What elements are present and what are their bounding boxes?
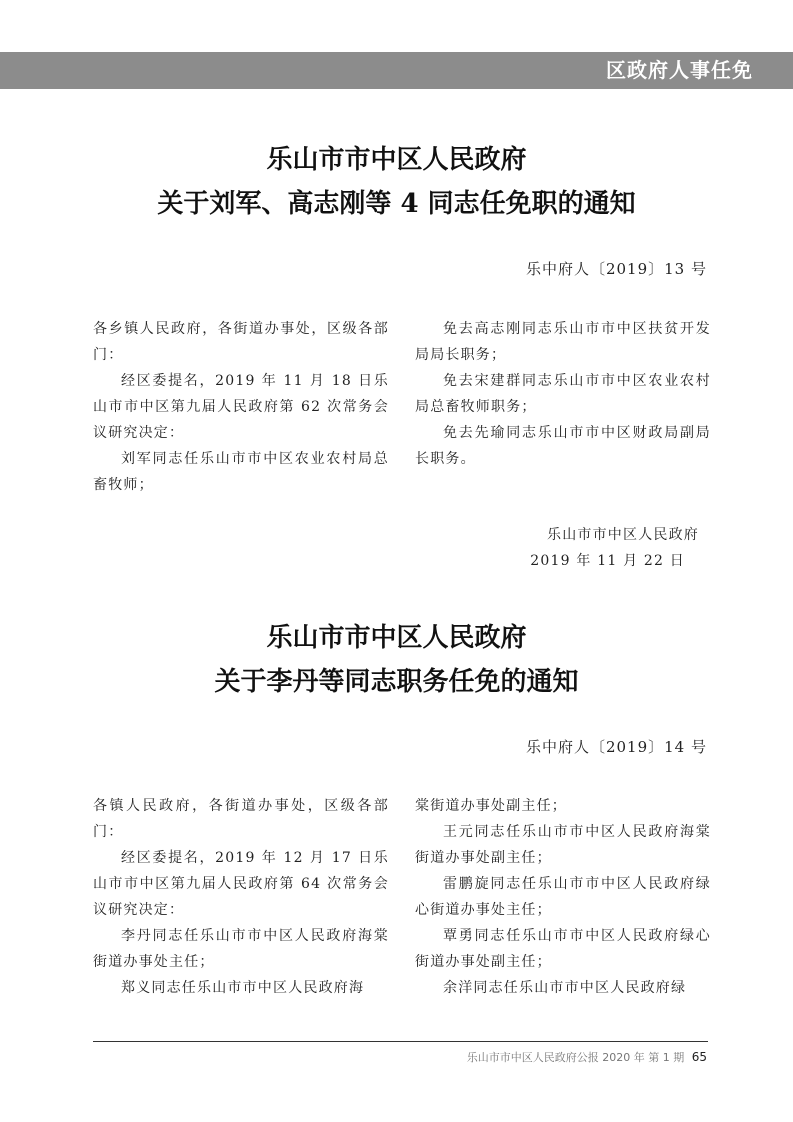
- notice2-decision-intro: 经区委提名，2019 年 12 月 17 日乐山市市中区第九届人民政府第 64 次常务会议研究决定：: [93, 850, 389, 918]
- notice2-appointment: 覃勇同志任乐山市市中区人民政府绿心街道办事处副主任；: [415, 928, 711, 970]
- notice1-title-line1: 乐山市市中区人民政府: [266, 145, 527, 175]
- section-title: 区政府人事任免: [606, 58, 753, 82]
- notice1-doc-number: 乐中府人〔2019〕13 号: [525, 260, 707, 278]
- notice1-addressee: 各乡镇人民政府，各街道办事处，区级各部门：: [93, 321, 389, 363]
- notice2-appointment: 雷鹏旋同志任乐山市市中区人民政府绿心街道办事处主任；: [415, 876, 711, 918]
- notice1-decision-intro: 经区委提名，2019 年 11 月 18 日乐山市市中区第九届人民政府第 62 次常务会议研究决定：: [93, 373, 389, 441]
- notice2-doc-number: 乐中府人〔2019〕14 号: [525, 738, 707, 756]
- notice2-appointment: 李丹同志任乐山市市中区人民政府海棠街道办事处主任；: [93, 928, 389, 970]
- notice2-title-line2: 关于李丹等同志职务任免的通知: [214, 667, 579, 697]
- signature-org: 乐山市市中区人民政府: [547, 527, 699, 543]
- notice2-appointment: 郑义同志任乐山市市中区人民政府海: [121, 980, 365, 996]
- signature-date: 2019 年 11 月 22 日: [530, 553, 685, 569]
- footer-publication: 乐山市市中区人民政府公报 2020 年 第 1 期: [466, 1051, 685, 1064]
- notice1-removal: 免去高志刚同志乐山市市中区扶贫开发局局长职务；: [415, 321, 711, 363]
- notice2-left-column: [93, 793, 389, 1001]
- notice2-right-column: [415, 793, 711, 1001]
- notice1-appointment: 刘军同志任乐山市市中区农业农村局总畜牧师；: [93, 451, 389, 493]
- header-band: [0, 52, 793, 89]
- notice1-left-column: [93, 316, 389, 498]
- notice2-title: [0, 616, 793, 704]
- notice2-title-line1: 乐山市市中区人民政府: [266, 623, 527, 653]
- notice1-right-column: [415, 316, 711, 472]
- notice2-appointment: 王元同志任乐山市市中区人民政府海棠街道办事处副主任；: [415, 824, 711, 866]
- footer-rule: [93, 1041, 708, 1042]
- notice2-appointment-cont: 棠街道办事处副主任；: [415, 798, 567, 814]
- notice2-appointment: 余洋同志任乐山市市中区人民政府绿: [443, 980, 687, 996]
- notice1-title-line2: 关于刘军、高志刚等 4 同志任免职的通知: [157, 189, 636, 219]
- notice1-signature: [530, 522, 699, 574]
- notice1-title: [0, 138, 793, 226]
- footer: [467, 1049, 707, 1065]
- notice1-removal: 免去先瑜同志乐山市市中区财政局副局长职务。: [415, 425, 711, 467]
- page-number: 65: [691, 1050, 707, 1064]
- notice2-addressee: 各镇人民政府，各街道办事处，区级各部门：: [93, 798, 389, 840]
- notice1-removal: 免去宋建群同志乐山市市中区农业农村局总畜牧师职务；: [415, 373, 711, 415]
